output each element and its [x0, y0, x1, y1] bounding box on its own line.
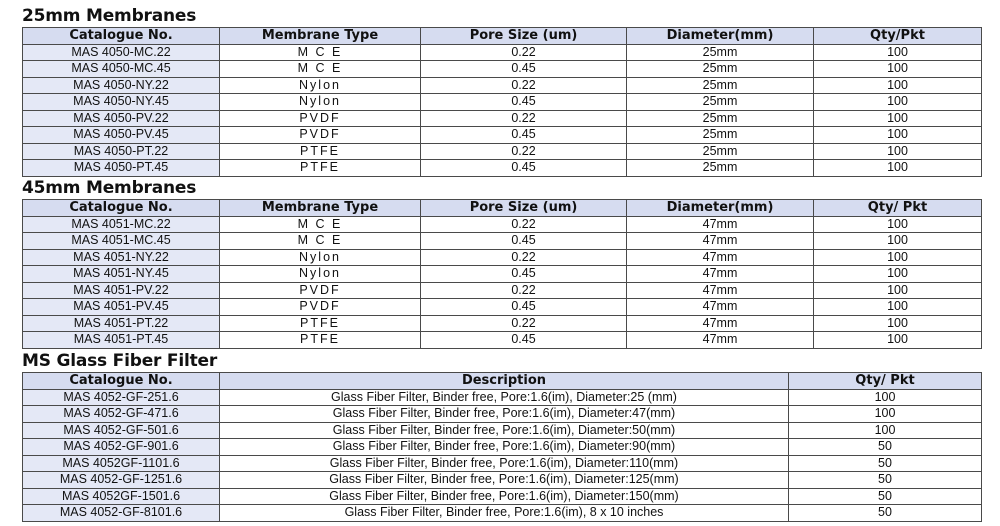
- table-cell: 50: [789, 505, 982, 522]
- table-header-row: [23, 373, 982, 390]
- catalogue-cell: MAS 4052-GF-901.6: [23, 439, 220, 456]
- catalogue-cell: MAS 4051-NY.45: [23, 266, 220, 283]
- section-title: MS Glass Fiber Filter: [22, 351, 218, 371]
- table-cell: PTFE: [220, 143, 421, 160]
- table-cell: 25mm: [627, 44, 814, 61]
- table-cell: 100: [814, 233, 982, 250]
- table-cell: PVDF: [220, 110, 421, 127]
- table-row: [23, 266, 982, 283]
- table-cell: 0.45: [421, 127, 627, 144]
- table-cell: Glass Fiber Filter, Binder free, Pore:1.6(im), Diameter:110(mm): [220, 455, 789, 472]
- table-cell: M C E: [220, 44, 421, 61]
- table-row: [23, 44, 982, 61]
- table-cell: 25mm: [627, 77, 814, 94]
- header-membrane-type: Membrane Type: [220, 28, 421, 45]
- table-row: [23, 249, 982, 266]
- table-header-row: [23, 200, 982, 217]
- table-cell: Glass Fiber Filter, Binder free, Pore:1.6(im), Diameter:90(mm): [220, 439, 789, 456]
- table-cell: 0.22: [421, 216, 627, 233]
- table-cell: 50: [789, 455, 982, 472]
- table-cell: 25mm: [627, 61, 814, 78]
- catalogue-cell: MAS 4051-MC.22: [23, 216, 220, 233]
- section-glass-fiber-filter: [22, 350, 981, 522]
- header-membrane-type: Membrane Type: [220, 200, 421, 217]
- table-cell: 25mm: [627, 110, 814, 127]
- table-cell: Glass Fiber Filter, Binder free, Pore:1.6(im), 8 x 10 inches: [220, 505, 789, 522]
- table-cell: PVDF: [220, 127, 421, 144]
- section-45mm-membranes: [22, 177, 981, 349]
- table-cell: 100: [814, 216, 982, 233]
- table-row: [23, 439, 982, 456]
- table-cell: 50: [789, 488, 982, 505]
- table-cell: 47mm: [627, 249, 814, 266]
- catalogue-cell: MAS 4051-NY.22: [23, 249, 220, 266]
- header-catalogue: Catalogue No.: [23, 373, 220, 390]
- table-cell: M C E: [220, 61, 421, 78]
- header-diameter: Diameter(mm): [627, 200, 814, 217]
- table-row: [23, 299, 982, 316]
- table-cell: Glass Fiber Filter, Binder free, Pore:1.6(im), Diameter:150(mm): [220, 488, 789, 505]
- table-row: [23, 61, 982, 78]
- header-qty: Qty/Pkt: [814, 28, 982, 45]
- table-cell: 0.45: [421, 94, 627, 111]
- table-cell: 47mm: [627, 282, 814, 299]
- header-qty: Qty/ Pkt: [814, 200, 982, 217]
- table-cell: 47mm: [627, 266, 814, 283]
- table-cell: 100: [814, 249, 982, 266]
- catalogue-cell: MAS 4051-PT.22: [23, 315, 220, 332]
- catalogue-cell: MAS 4052-GF-1251.6: [23, 472, 220, 489]
- catalogue-cell: MAS 4052GF-1501.6: [23, 488, 220, 505]
- table-cell: 0.45: [421, 299, 627, 316]
- table-cell: PTFE: [220, 332, 421, 349]
- table-row: [23, 127, 982, 144]
- table-cell: 47mm: [627, 332, 814, 349]
- table-cell: 100: [814, 332, 982, 349]
- catalogue-cell: MAS 4051-PV.45: [23, 299, 220, 316]
- catalogue-cell: MAS 4051-PT.45: [23, 332, 220, 349]
- catalogue-cell: MAS 4052GF-1101.6: [23, 455, 220, 472]
- table-cell: 100: [814, 160, 982, 177]
- table-cell: Glass Fiber Filter, Binder free, Pore:1.6(im), Diameter:125(mm): [220, 472, 789, 489]
- table-cell: Glass Fiber Filter, Binder free, Pore:1.6(im), Diameter:47(mm): [220, 406, 789, 423]
- table-cell: 0.22: [421, 110, 627, 127]
- table-cell: PVDF: [220, 299, 421, 316]
- table-cell: 100: [814, 44, 982, 61]
- table-cell: Nylon: [220, 266, 421, 283]
- table-cell: 0.22: [421, 282, 627, 299]
- table-row: [23, 455, 982, 472]
- table-cell: 0.45: [421, 233, 627, 250]
- table-row: [23, 77, 982, 94]
- table-cell: 47mm: [627, 299, 814, 316]
- table-row: [23, 505, 982, 522]
- table-45mm-membranes: [22, 199, 982, 349]
- table-body: [23, 216, 982, 348]
- table-row: [23, 233, 982, 250]
- table-row: [23, 406, 982, 423]
- catalogue-cell: MAS 4051-MC.45: [23, 233, 220, 250]
- catalogue-cell: MAS 4050-PT.45: [23, 160, 220, 177]
- catalogue-cell: MAS 4052-GF-8101.6: [23, 505, 220, 522]
- table-row: [23, 332, 982, 349]
- catalogue-cell: MAS 4051-PV.22: [23, 282, 220, 299]
- table-cell: 25mm: [627, 160, 814, 177]
- table-cell: 100: [814, 299, 982, 316]
- header-catalogue: Catalogue No.: [23, 200, 220, 217]
- table-cell: 100: [814, 143, 982, 160]
- catalogue-cell: MAS 4050-NY.22: [23, 77, 220, 94]
- table-cell: 0.45: [421, 266, 627, 283]
- table-cell: M C E: [220, 233, 421, 250]
- table-cell: 47mm: [627, 315, 814, 332]
- header-diameter: Diameter(mm): [627, 28, 814, 45]
- table-cell: PVDF: [220, 282, 421, 299]
- table-25mm-membranes: [22, 27, 982, 177]
- table-cell: 100: [814, 77, 982, 94]
- table-cell: 0.45: [421, 61, 627, 78]
- table-cell: 47mm: [627, 233, 814, 250]
- table-row: [23, 282, 982, 299]
- table-cell: 100: [814, 110, 982, 127]
- table-row: [23, 472, 982, 489]
- header-catalogue: Catalogue No.: [23, 28, 220, 45]
- catalogue-cell: MAS 4050-NY.45: [23, 94, 220, 111]
- table-glass-fiber-filter: [22, 372, 982, 522]
- table-cell: 100: [814, 94, 982, 111]
- table-row: [23, 216, 982, 233]
- table-cell: 100: [789, 422, 982, 439]
- table-cell: 50: [789, 439, 982, 456]
- table-row: [23, 488, 982, 505]
- table-cell: M C E: [220, 216, 421, 233]
- table-row: [23, 389, 982, 406]
- table-row: [23, 110, 982, 127]
- catalogue-cell: MAS 4052-GF-501.6: [23, 422, 220, 439]
- table-cell: 25mm: [627, 94, 814, 111]
- table-cell: Glass Fiber Filter, Binder free, Pore:1.6(im), Diameter:25 (mm): [220, 389, 789, 406]
- table-cell: Nylon: [220, 77, 421, 94]
- header-pore-size: Pore Size (um): [421, 28, 627, 45]
- table-cell: 47mm: [627, 216, 814, 233]
- table-cell: 25mm: [627, 143, 814, 160]
- table-cell: 100: [814, 282, 982, 299]
- table-cell: 0.22: [421, 44, 627, 61]
- catalogue-cell: MAS 4050-PV.45: [23, 127, 220, 144]
- table-cell: PTFE: [220, 315, 421, 332]
- section-title: 25mm Membranes: [22, 6, 197, 26]
- table-row: [23, 422, 982, 439]
- catalogue-cell: MAS 4050-MC.45: [23, 61, 220, 78]
- table-row: [23, 94, 982, 111]
- header-description: Description: [220, 373, 789, 390]
- table-cell: Nylon: [220, 94, 421, 111]
- section-title: 45mm Membranes: [22, 178, 197, 198]
- table-cell: 0.22: [421, 315, 627, 332]
- table-cell: 0.45: [421, 160, 627, 177]
- table-cell: 100: [814, 315, 982, 332]
- table-cell: Nylon: [220, 249, 421, 266]
- table-cell: 100: [789, 406, 982, 423]
- table-header-row: [23, 28, 982, 45]
- catalogue-cell: MAS 4050-PV.22: [23, 110, 220, 127]
- header-pore-size: Pore Size (um): [421, 200, 627, 217]
- table-cell: 25mm: [627, 127, 814, 144]
- table-cell: 100: [814, 266, 982, 283]
- table-cell: 50: [789, 472, 982, 489]
- table-cell: PTFE: [220, 160, 421, 177]
- table-row: [23, 160, 982, 177]
- catalogue-cell: MAS 4050-PT.22: [23, 143, 220, 160]
- section-25mm-membranes: [22, 5, 981, 177]
- table-cell: 100: [789, 389, 982, 406]
- table-cell: 0.22: [421, 249, 627, 266]
- table-row: [23, 143, 982, 160]
- table-body: [23, 44, 982, 176]
- catalogue-cell: MAS 4052-GF-251.6: [23, 389, 220, 406]
- catalogue-cell: MAS 4052-GF-471.6: [23, 406, 220, 423]
- catalogue-cell: MAS 4050-MC.22: [23, 44, 220, 61]
- table-cell: 0.45: [421, 332, 627, 349]
- table-cell: 0.22: [421, 143, 627, 160]
- table-body: [23, 389, 982, 521]
- table-cell: 100: [814, 127, 982, 144]
- table-row: [23, 315, 982, 332]
- header-qty: Qty/ Pkt: [789, 373, 982, 390]
- table-cell: Glass Fiber Filter, Binder free, Pore:1.6(im), Diameter:50(mm): [220, 422, 789, 439]
- table-cell: 0.22: [421, 77, 627, 94]
- table-cell: 100: [814, 61, 982, 78]
